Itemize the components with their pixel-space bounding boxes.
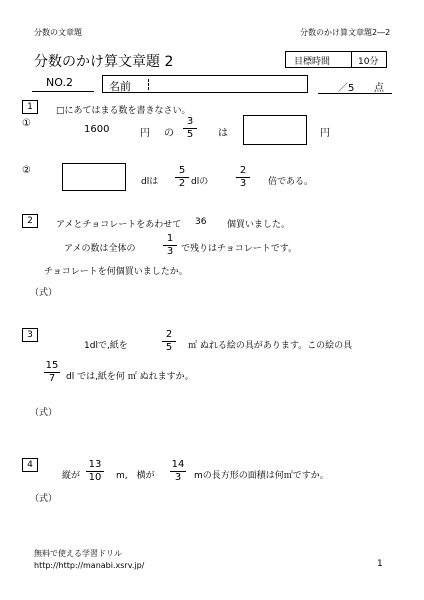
footer-url[interactable]: http://http://manabi.xsrv.jp/ (34, 561, 145, 570)
q4-shiki: （式） (30, 494, 58, 504)
target-time-box (285, 51, 387, 68)
q1-wa: は (218, 128, 228, 139)
q2-fraction-denominator: 3 (166, 246, 174, 257)
q1-part2-fraction2 (236, 165, 250, 190)
q4-fraction2-denominator: 3 (174, 472, 182, 483)
q1-yen2: 円 (320, 128, 330, 139)
q1-part2-fraction1-denominator: 2 (178, 178, 186, 189)
q3-fraction1-denominator: 5 (165, 342, 173, 353)
q3-line1a: 1dlで,紙を (84, 341, 128, 351)
q1-part2-mark: ② (22, 165, 31, 176)
q3-fraction1 (162, 329, 176, 354)
header-left: 分数の文章題 (34, 28, 82, 37)
question-number-1: 1 (22, 100, 38, 114)
q2-line2a: アメの数は全体の (64, 244, 136, 254)
q1-yen1: 円 (140, 128, 150, 139)
question-number-2: 2 (22, 214, 38, 228)
q3-fraction2 (44, 360, 60, 385)
q2-line1a: アメとチョコレートをあわせて (56, 220, 182, 230)
q2-line1c: 個買いました。 (227, 220, 291, 230)
q1-part1-mark: ① (22, 118, 31, 129)
q4-fraction1-denominator: 10 (88, 472, 102, 483)
score-unit: 点 (374, 83, 384, 94)
score-slash: ／5 (338, 83, 355, 94)
question-number-3: 3 (22, 328, 38, 342)
target-time-value: 10分 (358, 57, 379, 67)
q4-c: mの長方形の面積は何㎡ですか。 (194, 471, 329, 481)
q1-answer-box[interactable] (243, 115, 307, 145)
footer-text: 無料で使える学習ドリル (34, 549, 122, 558)
q2-line2b: で残りはチョコレートです。 (181, 244, 298, 254)
q3-line2: dl では,紙を何 ㎡ ぬれますか。 (66, 372, 194, 382)
page-number: 1 (377, 559, 383, 569)
q1-part2-answer-box[interactable] (62, 163, 126, 191)
q1-no: の (164, 128, 174, 139)
q4-fraction1 (86, 459, 104, 484)
q3-fraction2-denominator: 7 (48, 373, 56, 384)
q3-line1b: ㎡ ぬれる絵の具があります。この絵の具 (188, 341, 353, 351)
q1-part2-fraction2-numerator: 2 (239, 165, 247, 176)
q4-b: m, 横が (116, 471, 155, 481)
q2-fraction-numerator: 1 (166, 233, 174, 244)
q1-part2-tail: 倍である。 (268, 177, 314, 187)
header-right: 分数のかけ算文章題2―2 (300, 28, 391, 37)
q2-fraction (163, 233, 177, 258)
q1-fraction-denominator: 5 (186, 129, 194, 140)
q1-part2-dl-ha: dlは (141, 177, 159, 187)
q1-instruction: □にあてはまる数を書きなさい。 (56, 106, 191, 116)
q1-part2-fraction2-denominator: 3 (239, 178, 247, 189)
q3-fraction1-numerator: 2 (165, 329, 173, 340)
worksheet-number: NO.2 (46, 76, 73, 89)
q4-fraction2 (170, 459, 186, 484)
name-label: 名前 (109, 80, 131, 93)
q4-fraction2-numerator: 14 (171, 459, 185, 470)
q4-fraction1-numerator: 13 (88, 459, 102, 470)
q1-fraction (183, 116, 197, 141)
q1-fraction-numerator: 3 (186, 116, 194, 127)
q3-shiki: （式） (30, 408, 58, 418)
q3-fraction2-numerator: 15 (45, 360, 59, 371)
name-field[interactable] (102, 75, 308, 93)
q1-part2-fraction1-whole: 5 (178, 165, 186, 176)
page-title: 分数のかけ算文章題 2 (34, 54, 174, 70)
q2-line3: チョコレートを何個買いましたか。 (44, 267, 188, 277)
q2-shiki: （式） (30, 288, 58, 298)
target-time-label: 目標時間 (294, 57, 331, 67)
q1-amount: 1600 (84, 124, 110, 135)
q2-line1b: 36 (195, 217, 207, 227)
q1-part2-fraction1 (175, 165, 189, 190)
question-number-4: 4 (22, 458, 38, 472)
q4-a: 縦が (62, 471, 81, 481)
q1-part2-dl-no: dlの (191, 177, 209, 187)
